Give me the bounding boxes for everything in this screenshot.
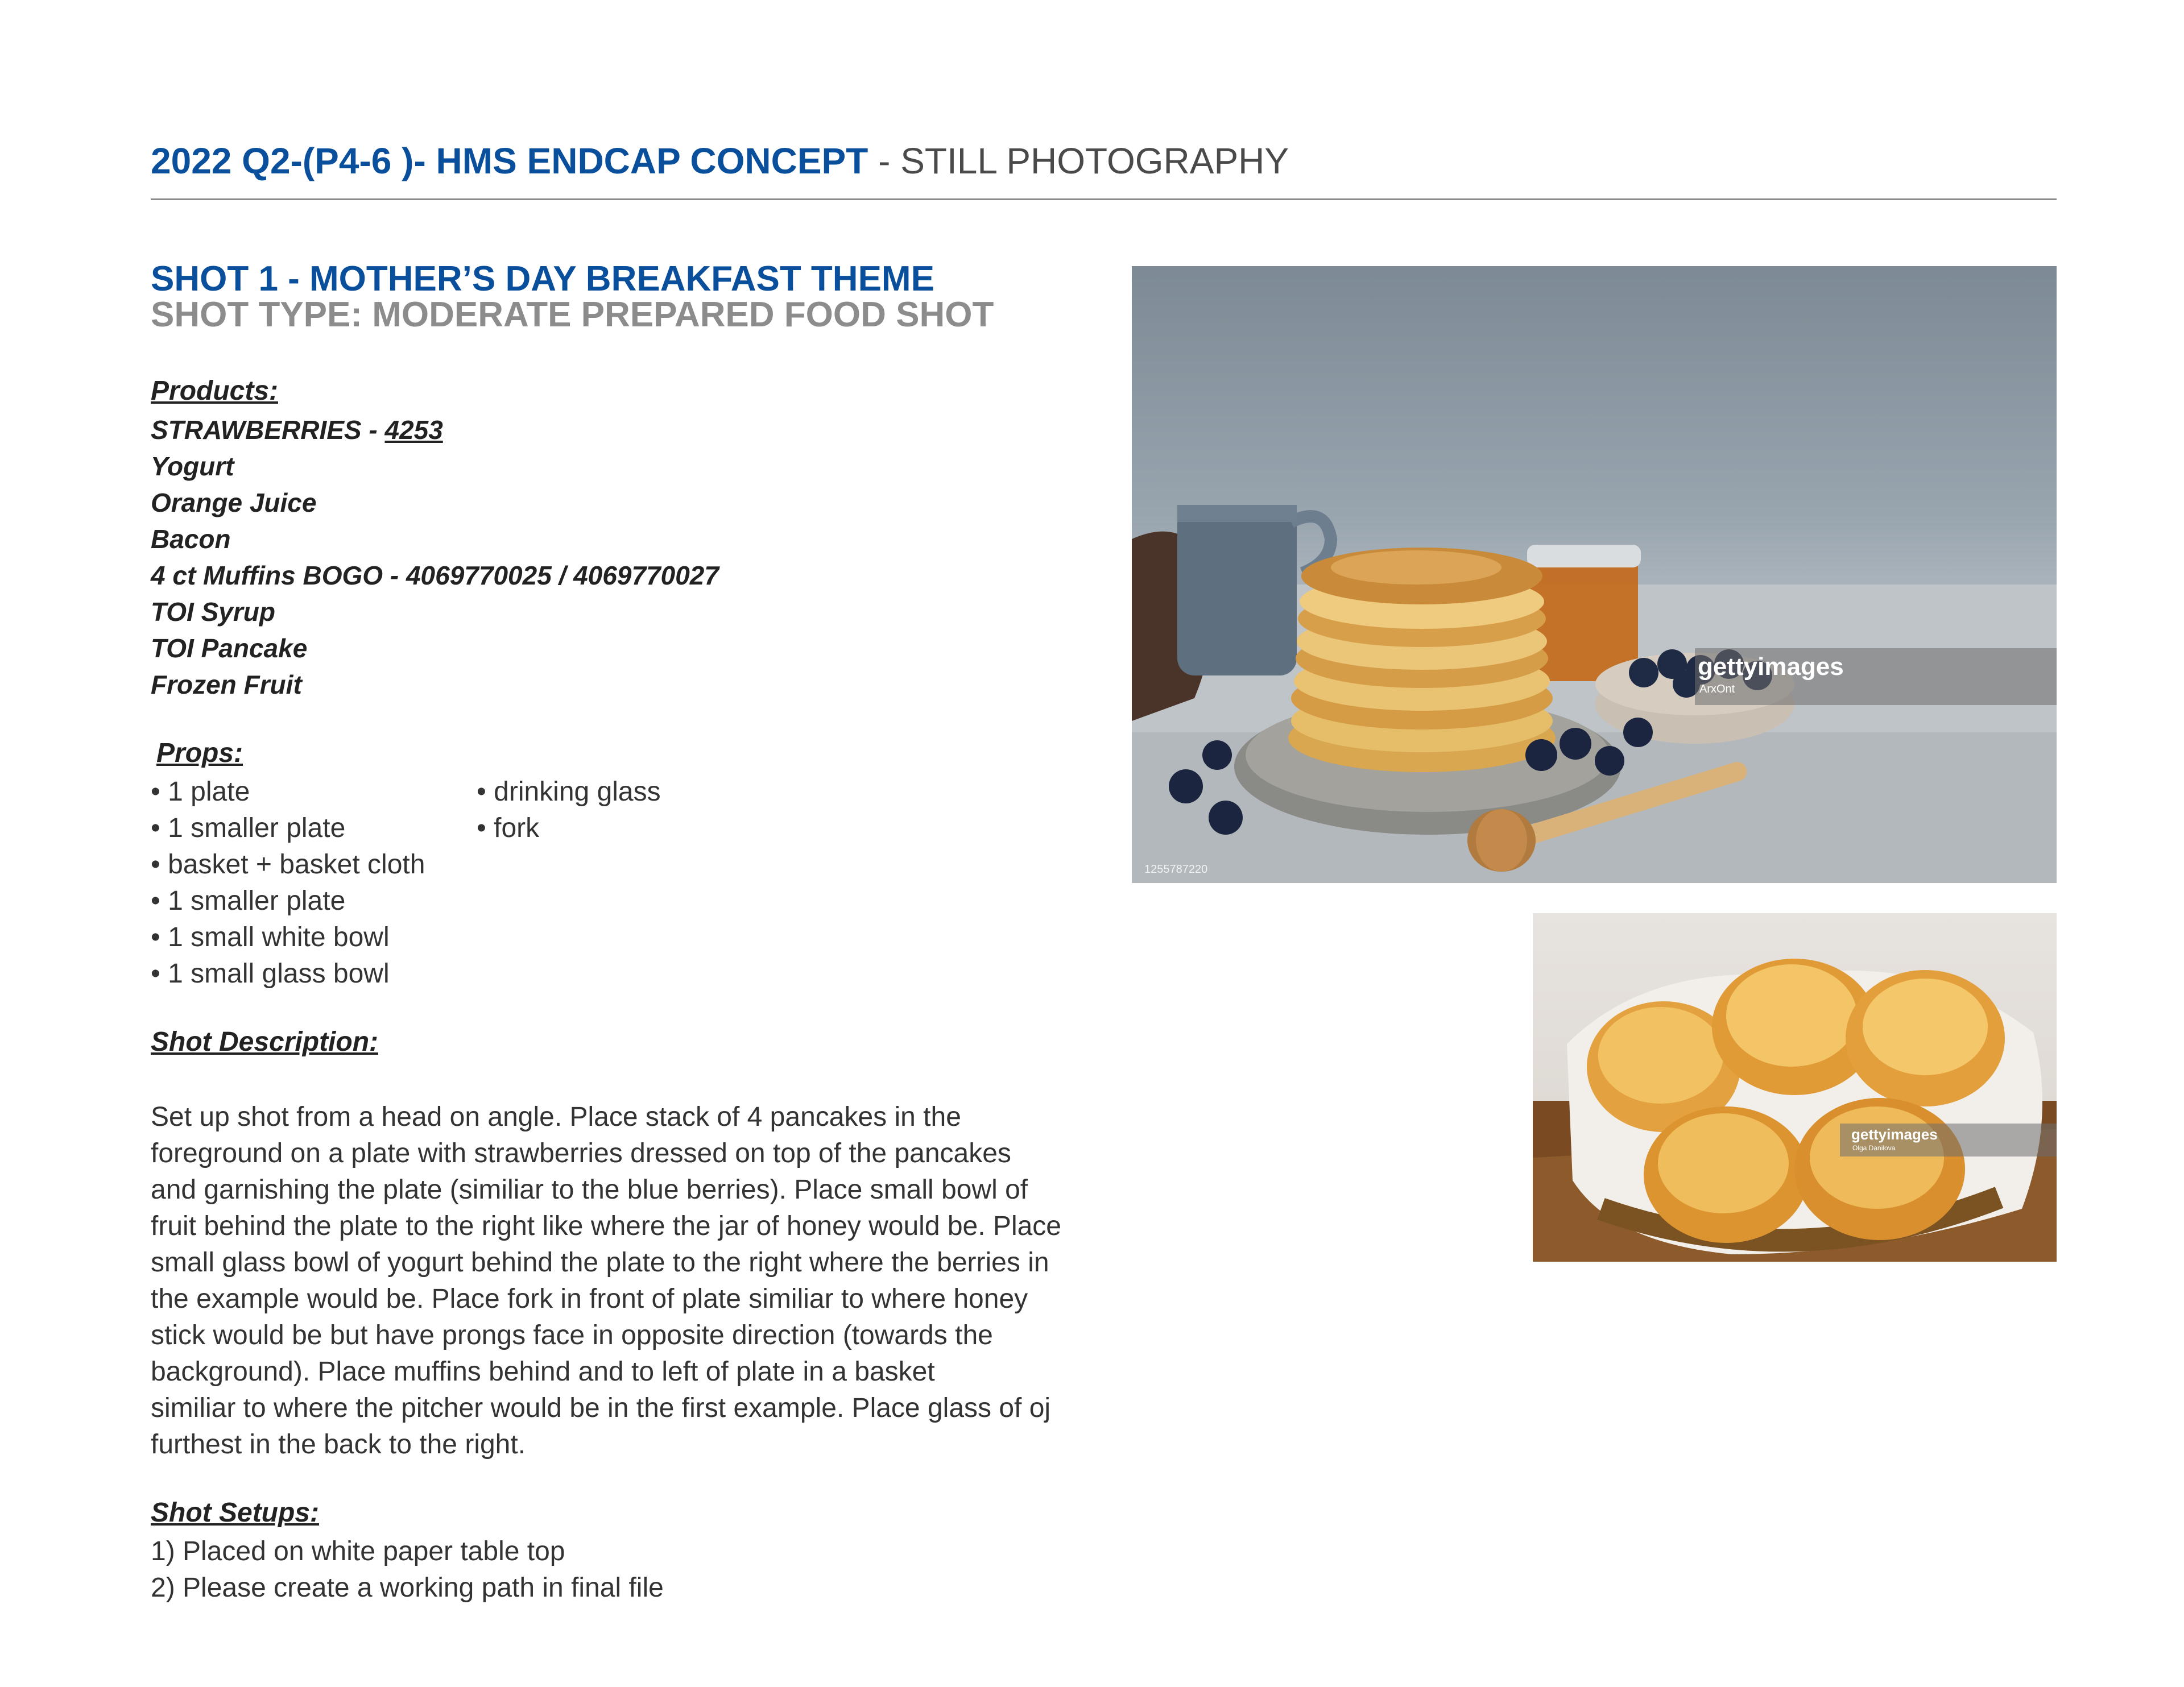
description-line: similiar to where the pitcher would be in the first example. Place glass of oj xyxy=(151,1393,1051,1423)
header-title-sub: STILL PHOTOGRAPHY xyxy=(900,140,1289,181)
product-item: TOI Syrup xyxy=(151,597,275,627)
prop-item: • basket + basket cloth xyxy=(151,849,425,880)
setup-item: 2) Please create a working path in final file xyxy=(151,1573,664,1603)
description-line: and garnishing the plate (similiar to the blue berries). Place small bowl of xyxy=(151,1175,1028,1205)
prop-item: • 1 plate xyxy=(151,777,250,807)
reference-photo-muffins xyxy=(1533,913,2057,1262)
product-item: Orange Juice xyxy=(151,488,317,517)
product-item: TOI Pancake xyxy=(151,633,308,663)
products-list xyxy=(151,412,719,703)
header-divider xyxy=(151,198,2057,200)
props-heading: Props: xyxy=(156,738,243,768)
watermark-credit: ArxOnt xyxy=(1699,683,1735,695)
product-item: Yogurt xyxy=(151,451,234,481)
watermark-credit: Olga Danilova xyxy=(1852,1144,1896,1152)
header-separator: - xyxy=(868,140,901,181)
description-heading: Shot Description: xyxy=(151,1027,379,1057)
description-line: small glass bowl of yogurt behind the plate to the right where the berries in xyxy=(151,1247,1049,1278)
product-item xyxy=(151,412,719,448)
muffin-basket-illustration xyxy=(1533,913,2057,1262)
description-line: stick would be but have prongs face in opposite direction (towards the xyxy=(151,1320,993,1350)
prop-item: • 1 small glass bowl xyxy=(151,959,390,989)
description-line: foreground on a plate with strawberries dressed on top of the pancakes xyxy=(151,1138,1011,1168)
reference-photo-pancakes xyxy=(1132,266,2057,883)
prop-item: • 1 smaller plate xyxy=(151,886,346,916)
watermark-brand: gettyimages xyxy=(1698,653,1844,681)
setups-heading: Shot Setups: xyxy=(151,1498,319,1528)
prop-item: • 1 smaller plate xyxy=(151,813,346,843)
header-title-main: 2022 Q2-(P4-6 )- HMS ENDCAP CONCEPT xyxy=(151,140,868,181)
page-header xyxy=(151,140,2057,197)
description-body xyxy=(151,1099,1118,1463)
image-id: 1255787220 xyxy=(1144,863,1208,876)
pancake-stack-illustration xyxy=(1132,266,2057,883)
setup-item: 1) Placed on white paper table top xyxy=(151,1536,565,1566)
prop-item: • drinking glass xyxy=(477,777,661,807)
description-line: furthest in the back to the right. xyxy=(151,1429,526,1460)
product-item: 4 ct Muffins BOGO - 4069770025 / 4069770027 xyxy=(151,561,719,590)
description-line: fruit behind the plate to the right like where the jar of honey would be. Place xyxy=(151,1211,1061,1241)
setups-list xyxy=(151,1533,664,1606)
description-line: background). Place muffins behind and to left of plate in a basket xyxy=(151,1357,935,1387)
prop-item: • 1 small white bowl xyxy=(151,922,390,952)
watermark-brand: gettyimages xyxy=(1851,1126,1938,1143)
shot-title: SHOT 1 - MOTHER’S DAY BREAKFAST THEME xyxy=(151,259,934,299)
props-list-left xyxy=(151,774,425,992)
description-line: the example would be. Place fork in front of plate similiar to where honey xyxy=(151,1284,1028,1314)
product-item: Frozen Fruit xyxy=(151,670,302,699)
shot-type: SHOT TYPE: MODERATE PREPARED FOOD SHOT xyxy=(151,295,994,334)
product-item: Bacon xyxy=(151,524,231,554)
products-heading: Products: xyxy=(151,376,279,406)
prop-item: • fork xyxy=(477,813,540,843)
description-line: Set up shot from a head on angle. Place stack of 4 pancakes in the xyxy=(151,1102,961,1132)
props-list-right xyxy=(477,774,661,847)
product-label: STRAWBERRIES - xyxy=(151,415,385,445)
product-code: 4253 xyxy=(384,415,443,445)
